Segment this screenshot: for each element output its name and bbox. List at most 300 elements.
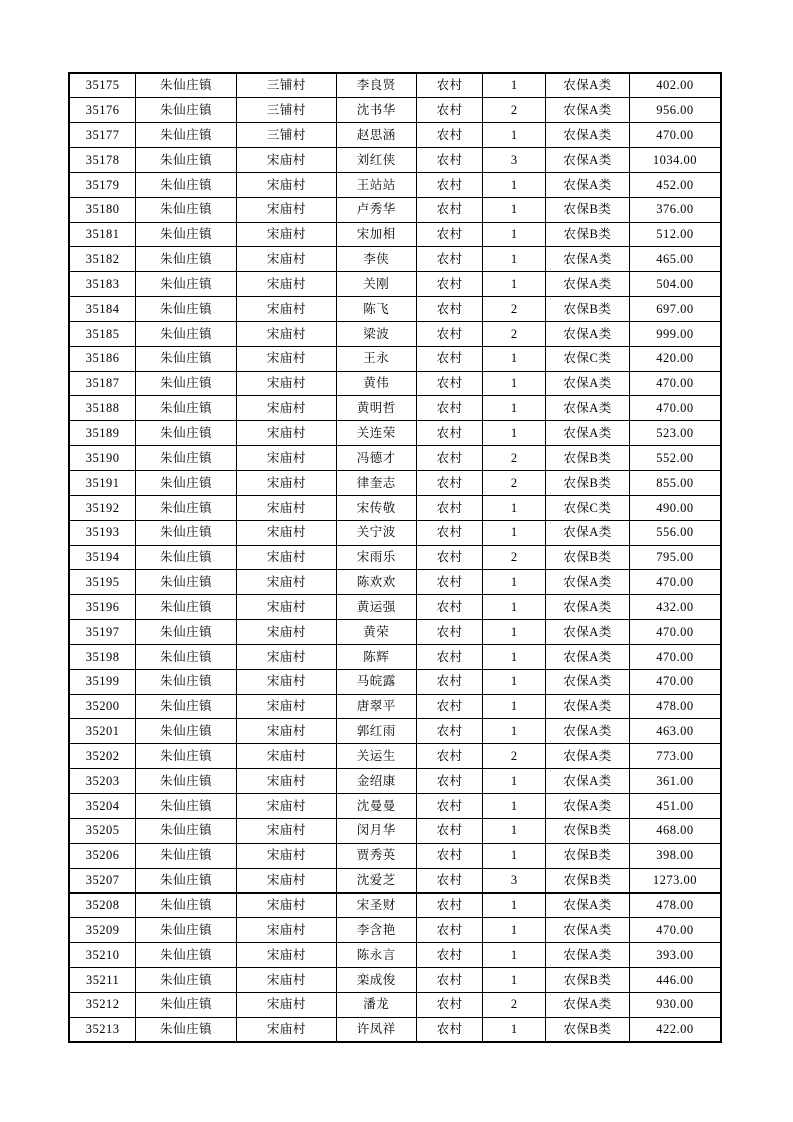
cell-residence-type: 农村 <box>416 545 483 570</box>
table-row <box>69 272 721 297</box>
cell-amount: 470.00 <box>629 396 721 421</box>
cell-person-count: 1 <box>483 495 546 520</box>
cell-village: 宋庙村 <box>237 272 337 297</box>
cell-record-id: 35197 <box>69 620 136 645</box>
cell-person-count: 1 <box>483 123 546 148</box>
table-row <box>69 247 721 272</box>
cell-town: 朱仙庄镇 <box>136 421 237 446</box>
cell-record-id: 35191 <box>69 471 136 496</box>
cell-person-count: 1 <box>483 793 546 818</box>
cell-village: 宋庙村 <box>237 843 337 868</box>
cell-person-name: 赵思涵 <box>336 123 416 148</box>
cell-village: 三铺村 <box>237 123 337 148</box>
cell-person-name: 黄明哲 <box>336 396 416 421</box>
cell-amount: 470.00 <box>629 669 721 694</box>
cell-village: 宋庙村 <box>237 570 337 595</box>
cell-town: 朱仙庄镇 <box>136 321 237 346</box>
cell-town: 朱仙庄镇 <box>136 992 237 1017</box>
cell-person-name: 闵月华 <box>336 818 416 843</box>
cell-residence-type: 农村 <box>416 471 483 496</box>
cell-village: 宋庙村 <box>237 744 337 769</box>
cell-insurance-category: 农保C类 <box>546 495 630 520</box>
cell-person-count: 1 <box>483 1017 546 1042</box>
cell-amount: 446.00 <box>629 967 721 992</box>
table-row <box>69 421 721 446</box>
cell-town: 朱仙庄镇 <box>136 172 237 197</box>
cell-person-name: 关连荣 <box>336 421 416 446</box>
cell-person-count: 1 <box>483 371 546 396</box>
cell-person-count: 1 <box>483 73 546 98</box>
cell-residence-type: 农村 <box>416 371 483 396</box>
table-row <box>69 769 721 794</box>
cell-amount: 512.00 <box>629 222 721 247</box>
table-row <box>69 719 721 744</box>
cell-town: 朱仙庄镇 <box>136 943 237 968</box>
table-row <box>69 197 721 222</box>
cell-person-count: 1 <box>483 570 546 595</box>
cell-residence-type: 农村 <box>416 918 483 943</box>
cell-village: 宋庙村 <box>237 421 337 446</box>
cell-person-count: 1 <box>483 843 546 868</box>
cell-amount: 393.00 <box>629 943 721 968</box>
table-row <box>69 495 721 520</box>
cell-residence-type: 农村 <box>416 967 483 992</box>
cell-person-count: 1 <box>483 967 546 992</box>
cell-residence-type: 农村 <box>416 943 483 968</box>
cell-amount: 956.00 <box>629 98 721 123</box>
cell-amount: 451.00 <box>629 793 721 818</box>
cell-person-count: 1 <box>483 595 546 620</box>
cell-record-id: 35185 <box>69 321 136 346</box>
cell-residence-type: 农村 <box>416 321 483 346</box>
cell-insurance-category: 农保B类 <box>546 967 630 992</box>
cell-insurance-category: 农保A类 <box>546 719 630 744</box>
cell-town: 朱仙庄镇 <box>136 446 237 471</box>
cell-town: 朱仙庄镇 <box>136 620 237 645</box>
cell-record-id: 35177 <box>69 123 136 148</box>
cell-village: 宋庙村 <box>237 893 337 918</box>
cell-person-name: 潘龙 <box>336 992 416 1017</box>
table-row <box>69 992 721 1017</box>
cell-person-count: 1 <box>483 396 546 421</box>
cell-insurance-category: 农保A类 <box>546 570 630 595</box>
cell-person-name: 沈书华 <box>336 98 416 123</box>
cell-village: 宋庙村 <box>237 545 337 570</box>
cell-person-count: 1 <box>483 346 546 371</box>
cell-record-id: 35176 <box>69 98 136 123</box>
table-row <box>69 868 721 893</box>
cell-insurance-category: 农保A类 <box>546 595 630 620</box>
cell-amount: 432.00 <box>629 595 721 620</box>
cell-village: 宋庙村 <box>237 769 337 794</box>
cell-person-count: 1 <box>483 694 546 719</box>
cell-record-id: 35184 <box>69 297 136 322</box>
cell-town: 朱仙庄镇 <box>136 123 237 148</box>
cell-town: 朱仙庄镇 <box>136 719 237 744</box>
cell-insurance-category: 农保A类 <box>546 148 630 173</box>
cell-record-id: 35180 <box>69 197 136 222</box>
cell-village: 宋庙村 <box>237 346 337 371</box>
cell-record-id: 35202 <box>69 744 136 769</box>
cell-residence-type: 农村 <box>416 893 483 918</box>
cell-insurance-category: 农保A类 <box>546 620 630 645</box>
table-row <box>69 1017 721 1042</box>
cell-insurance-category: 农保A类 <box>546 73 630 98</box>
cell-residence-type: 农村 <box>416 744 483 769</box>
cell-person-count: 1 <box>483 272 546 297</box>
table-row <box>69 669 721 694</box>
table-row <box>69 446 721 471</box>
table-row <box>69 893 721 918</box>
cell-person-name: 栾成俊 <box>336 967 416 992</box>
cell-record-id: 35210 <box>69 943 136 968</box>
cell-person-name: 宋雨乐 <box>336 545 416 570</box>
cell-person-name: 宋加相 <box>336 222 416 247</box>
cell-person-count: 3 <box>483 868 546 893</box>
table-row <box>69 73 721 98</box>
cell-insurance-category: 农保B类 <box>546 818 630 843</box>
cell-person-count: 2 <box>483 744 546 769</box>
cell-insurance-category: 农保A类 <box>546 371 630 396</box>
cell-town: 朱仙庄镇 <box>136 967 237 992</box>
cell-village: 宋庙村 <box>237 371 337 396</box>
cell-amount: 504.00 <box>629 272 721 297</box>
cell-town: 朱仙庄镇 <box>136 918 237 943</box>
cell-person-count: 1 <box>483 719 546 744</box>
cell-village: 宋庙村 <box>237 694 337 719</box>
cell-village: 宋庙村 <box>237 1017 337 1042</box>
table-body <box>69 73 721 1042</box>
cell-person-name: 金绍康 <box>336 769 416 794</box>
cell-residence-type: 农村 <box>416 769 483 794</box>
table-row <box>69 620 721 645</box>
cell-person-count: 1 <box>483 818 546 843</box>
cell-village: 宋庙村 <box>237 644 337 669</box>
cell-insurance-category: 农保A类 <box>546 669 630 694</box>
cell-insurance-category: 农保A类 <box>546 396 630 421</box>
cell-amount: 523.00 <box>629 421 721 446</box>
cell-record-id: 35190 <box>69 446 136 471</box>
cell-village: 宋庙村 <box>237 992 337 1017</box>
cell-amount: 1034.00 <box>629 148 721 173</box>
cell-person-count: 2 <box>483 98 546 123</box>
cell-residence-type: 农村 <box>416 694 483 719</box>
cell-village: 宋庙村 <box>237 446 337 471</box>
cell-person-name: 冯德才 <box>336 446 416 471</box>
cell-residence-type: 农村 <box>416 123 483 148</box>
cell-record-id: 35193 <box>69 520 136 545</box>
cell-person-name: 关宁波 <box>336 520 416 545</box>
cell-amount: 697.00 <box>629 297 721 322</box>
cell-person-name: 关刚 <box>336 272 416 297</box>
table-row <box>69 644 721 669</box>
cell-village: 宋庙村 <box>237 967 337 992</box>
cell-insurance-category: 农保A类 <box>546 123 630 148</box>
cell-person-count: 1 <box>483 421 546 446</box>
cell-amount: 463.00 <box>629 719 721 744</box>
cell-town: 朱仙庄镇 <box>136 297 237 322</box>
cell-record-id: 35192 <box>69 495 136 520</box>
cell-insurance-category: 农保A类 <box>546 272 630 297</box>
cell-amount: 402.00 <box>629 73 721 98</box>
cell-village: 宋庙村 <box>237 396 337 421</box>
cell-residence-type: 农村 <box>416 644 483 669</box>
cell-town: 朱仙庄镇 <box>136 1017 237 1042</box>
cell-village: 宋庙村 <box>237 719 337 744</box>
cell-town: 朱仙庄镇 <box>136 868 237 893</box>
table-row <box>69 793 721 818</box>
cell-person-count: 1 <box>483 620 546 645</box>
cell-town: 朱仙庄镇 <box>136 793 237 818</box>
cell-town: 朱仙庄镇 <box>136 893 237 918</box>
cell-town: 朱仙庄镇 <box>136 98 237 123</box>
cell-person-name: 陈欢欢 <box>336 570 416 595</box>
cell-residence-type: 农村 <box>416 520 483 545</box>
cell-insurance-category: 农保A类 <box>546 769 630 794</box>
cell-record-id: 35205 <box>69 818 136 843</box>
cell-residence-type: 农村 <box>416 868 483 893</box>
pension-roster-table <box>68 72 722 1043</box>
cell-record-id: 35182 <box>69 247 136 272</box>
cell-insurance-category: 农保B类 <box>546 471 630 496</box>
cell-village: 宋庙村 <box>237 868 337 893</box>
cell-insurance-category: 农保A类 <box>546 644 630 669</box>
cell-person-name: 贾秀英 <box>336 843 416 868</box>
cell-person-name: 李含艳 <box>336 918 416 943</box>
cell-village: 宋庙村 <box>237 321 337 346</box>
cell-person-count: 1 <box>483 943 546 968</box>
cell-residence-type: 农村 <box>416 247 483 272</box>
cell-town: 朱仙庄镇 <box>136 346 237 371</box>
cell-person-count: 1 <box>483 644 546 669</box>
cell-record-id: 35195 <box>69 570 136 595</box>
cell-village: 宋庙村 <box>237 943 337 968</box>
cell-record-id: 35211 <box>69 967 136 992</box>
cell-person-name: 马皖露 <box>336 669 416 694</box>
cell-amount: 470.00 <box>629 918 721 943</box>
table-row <box>69 744 721 769</box>
cell-residence-type: 农村 <box>416 98 483 123</box>
cell-record-id: 35187 <box>69 371 136 396</box>
cell-insurance-category: 农保A类 <box>546 943 630 968</box>
cell-person-name: 许凤祥 <box>336 1017 416 1042</box>
cell-residence-type: 农村 <box>416 719 483 744</box>
cell-person-count: 2 <box>483 471 546 496</box>
cell-amount: 795.00 <box>629 545 721 570</box>
cell-person-name: 黄运强 <box>336 595 416 620</box>
cell-record-id: 35200 <box>69 694 136 719</box>
cell-person-count: 2 <box>483 992 546 1017</box>
cell-person-count: 2 <box>483 297 546 322</box>
cell-residence-type: 农村 <box>416 197 483 222</box>
cell-record-id: 35196 <box>69 595 136 620</box>
cell-record-id: 35204 <box>69 793 136 818</box>
cell-person-name: 王永 <box>336 346 416 371</box>
cell-amount: 465.00 <box>629 247 721 272</box>
cell-amount: 470.00 <box>629 620 721 645</box>
table-row <box>69 520 721 545</box>
cell-town: 朱仙庄镇 <box>136 669 237 694</box>
cell-town: 朱仙庄镇 <box>136 197 237 222</box>
cell-insurance-category: 农保B类 <box>546 1017 630 1042</box>
cell-village: 三铺村 <box>237 98 337 123</box>
cell-town: 朱仙庄镇 <box>136 73 237 98</box>
cell-town: 朱仙庄镇 <box>136 694 237 719</box>
cell-amount: 470.00 <box>629 570 721 595</box>
cell-person-name: 沈曼曼 <box>336 793 416 818</box>
cell-residence-type: 农村 <box>416 1017 483 1042</box>
cell-village: 宋庙村 <box>237 222 337 247</box>
cell-person-count: 3 <box>483 148 546 173</box>
table-row <box>69 694 721 719</box>
cell-town: 朱仙庄镇 <box>136 644 237 669</box>
cell-amount: 470.00 <box>629 123 721 148</box>
cell-residence-type: 农村 <box>416 73 483 98</box>
cell-amount: 478.00 <box>629 893 721 918</box>
cell-residence-type: 农村 <box>416 396 483 421</box>
cell-village: 宋庙村 <box>237 620 337 645</box>
cell-person-count: 1 <box>483 769 546 794</box>
cell-residence-type: 农村 <box>416 446 483 471</box>
cell-person-name: 唐翠平 <box>336 694 416 719</box>
cell-person-name: 王站站 <box>336 172 416 197</box>
table-row <box>69 818 721 843</box>
cell-residence-type: 农村 <box>416 669 483 694</box>
cell-insurance-category: 农保B类 <box>546 843 630 868</box>
cell-insurance-category: 农保A类 <box>546 893 630 918</box>
cell-village: 宋庙村 <box>237 172 337 197</box>
table-row <box>69 918 721 943</box>
cell-insurance-category: 农保A类 <box>546 520 630 545</box>
cell-person-name: 李侠 <box>336 247 416 272</box>
cell-insurance-category: 农保B类 <box>546 222 630 247</box>
cell-amount: 773.00 <box>629 744 721 769</box>
cell-residence-type: 农村 <box>416 595 483 620</box>
cell-amount: 422.00 <box>629 1017 721 1042</box>
cell-village: 宋庙村 <box>237 247 337 272</box>
cell-village: 宋庙村 <box>237 818 337 843</box>
cell-village: 宋庙村 <box>237 495 337 520</box>
cell-residence-type: 农村 <box>416 570 483 595</box>
cell-person-name: 关运生 <box>336 744 416 769</box>
table-row <box>69 471 721 496</box>
cell-record-id: 35198 <box>69 644 136 669</box>
cell-person-count: 1 <box>483 918 546 943</box>
cell-village: 宋庙村 <box>237 471 337 496</box>
cell-insurance-category: 农保A类 <box>546 992 630 1017</box>
table-row <box>69 545 721 570</box>
cell-amount: 420.00 <box>629 346 721 371</box>
cell-village: 宋庙村 <box>237 669 337 694</box>
cell-amount: 490.00 <box>629 495 721 520</box>
cell-insurance-category: 农保A类 <box>546 694 630 719</box>
cell-person-name: 梁波 <box>336 321 416 346</box>
cell-record-id: 35183 <box>69 272 136 297</box>
cell-record-id: 35194 <box>69 545 136 570</box>
cell-village: 宋庙村 <box>237 148 337 173</box>
cell-person-name: 李良贤 <box>336 73 416 98</box>
table-row <box>69 967 721 992</box>
table-row <box>69 595 721 620</box>
cell-town: 朱仙庄镇 <box>136 495 237 520</box>
cell-town: 朱仙庄镇 <box>136 471 237 496</box>
cell-amount: 468.00 <box>629 818 721 843</box>
cell-town: 朱仙庄镇 <box>136 843 237 868</box>
cell-record-id: 35178 <box>69 148 136 173</box>
table-row <box>69 321 721 346</box>
cell-insurance-category: 农保A类 <box>546 321 630 346</box>
cell-insurance-category: 农保B类 <box>546 446 630 471</box>
cell-insurance-category: 农保A类 <box>546 793 630 818</box>
cell-record-id: 35212 <box>69 992 136 1017</box>
cell-amount: 470.00 <box>629 644 721 669</box>
cell-village: 三铺村 <box>237 73 337 98</box>
cell-town: 朱仙庄镇 <box>136 545 237 570</box>
cell-person-name: 陈永言 <box>336 943 416 968</box>
table-row <box>69 396 721 421</box>
cell-person-count: 1 <box>483 197 546 222</box>
cell-village: 宋庙村 <box>237 520 337 545</box>
cell-insurance-category: 农保B类 <box>546 297 630 322</box>
cell-town: 朱仙庄镇 <box>136 247 237 272</box>
cell-amount: 930.00 <box>629 992 721 1017</box>
table-row <box>69 172 721 197</box>
cell-insurance-category: 农保C类 <box>546 346 630 371</box>
cell-record-id: 35175 <box>69 73 136 98</box>
cell-amount: 552.00 <box>629 446 721 471</box>
cell-amount: 855.00 <box>629 471 721 496</box>
cell-record-id: 35188 <box>69 396 136 421</box>
cell-person-count: 2 <box>483 545 546 570</box>
table-row <box>69 346 721 371</box>
cell-amount: 452.00 <box>629 172 721 197</box>
cell-record-id: 35213 <box>69 1017 136 1042</box>
cell-town: 朱仙庄镇 <box>136 371 237 396</box>
cell-town: 朱仙庄镇 <box>136 818 237 843</box>
cell-person-name: 刘红侠 <box>336 148 416 173</box>
cell-record-id: 35208 <box>69 893 136 918</box>
cell-amount: 999.00 <box>629 321 721 346</box>
cell-residence-type: 农村 <box>416 992 483 1017</box>
cell-residence-type: 农村 <box>416 172 483 197</box>
cell-village: 宋庙村 <box>237 918 337 943</box>
cell-amount: 1273.00 <box>629 868 721 893</box>
table-row <box>69 148 721 173</box>
cell-person-name: 沈爱芝 <box>336 868 416 893</box>
cell-residence-type: 农村 <box>416 346 483 371</box>
cell-village: 宋庙村 <box>237 793 337 818</box>
cell-person-name: 律奎志 <box>336 471 416 496</box>
cell-residence-type: 农村 <box>416 421 483 446</box>
cell-record-id: 35186 <box>69 346 136 371</box>
cell-residence-type: 农村 <box>416 818 483 843</box>
cell-insurance-category: 农保B类 <box>546 197 630 222</box>
cell-person-name: 宋传敬 <box>336 495 416 520</box>
cell-record-id: 35181 <box>69 222 136 247</box>
table-row <box>69 371 721 396</box>
cell-person-count: 1 <box>483 520 546 545</box>
cell-town: 朱仙庄镇 <box>136 222 237 247</box>
cell-insurance-category: 农保B类 <box>546 545 630 570</box>
cell-town: 朱仙庄镇 <box>136 272 237 297</box>
cell-residence-type: 农村 <box>416 272 483 297</box>
cell-insurance-category: 农保A类 <box>546 421 630 446</box>
cell-residence-type: 农村 <box>416 495 483 520</box>
cell-town: 朱仙庄镇 <box>136 570 237 595</box>
cell-amount: 470.00 <box>629 371 721 396</box>
cell-insurance-category: 农保A类 <box>546 98 630 123</box>
cell-person-name: 黄伟 <box>336 371 416 396</box>
